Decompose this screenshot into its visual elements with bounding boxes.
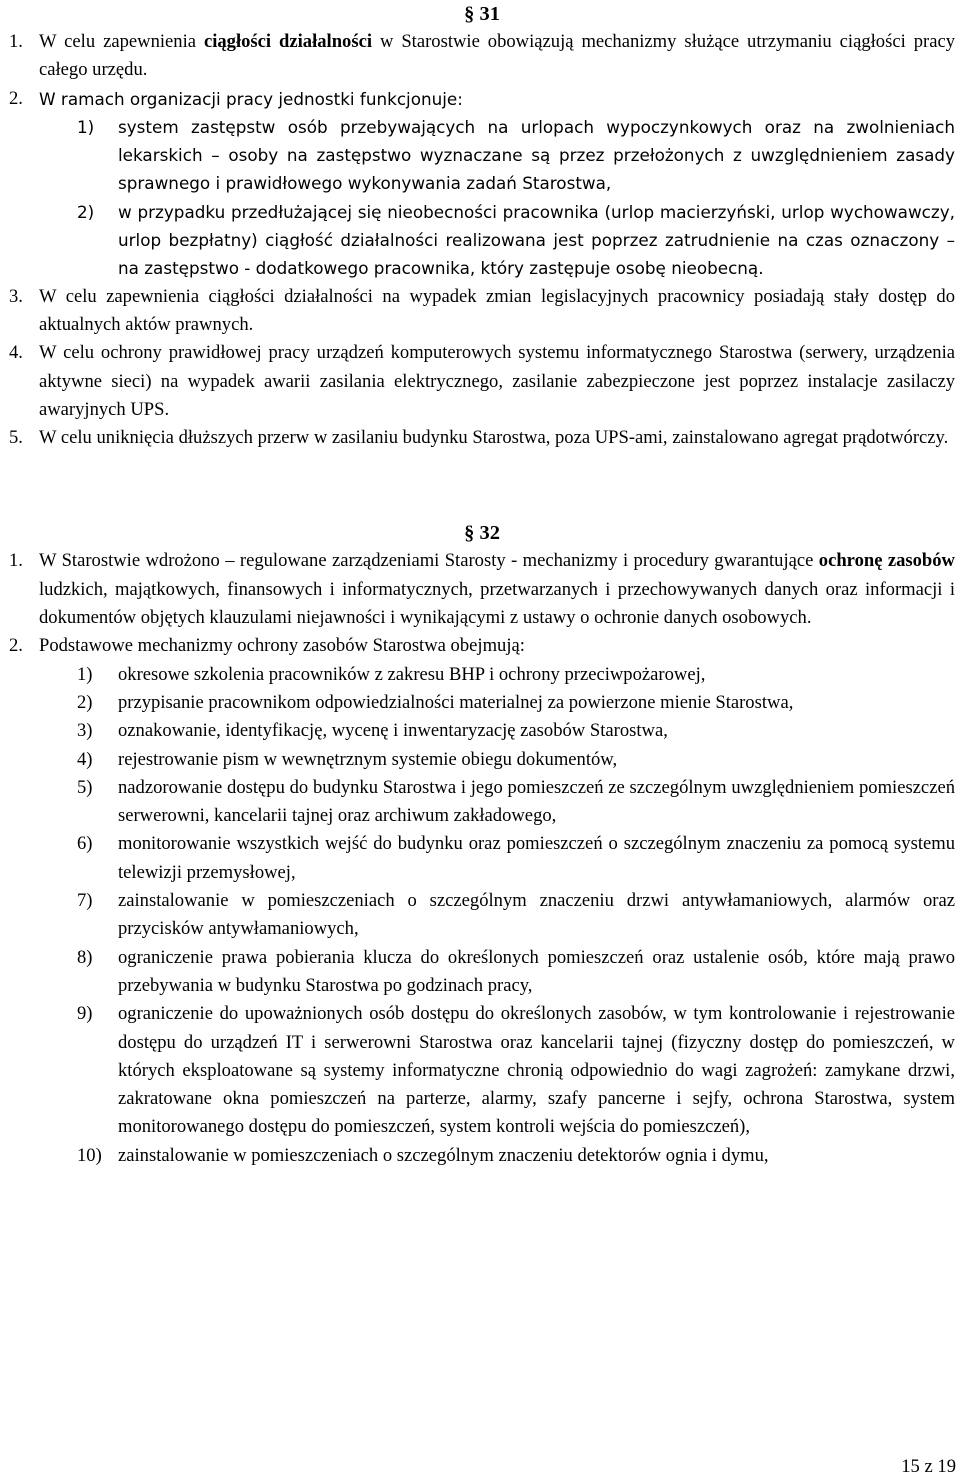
paragraph-31-3 [9, 283, 955, 340]
list-item-label: 7) [77, 890, 93, 912]
paragraph-label: 5. [9, 427, 23, 449]
list-item [77, 113, 955, 198]
section-31 [9, 0, 955, 452]
paragraph-label: 1. [9, 31, 23, 52]
list-item [77, 1000, 955, 1141]
paragraph-text: W celu zapewnienia [39, 31, 204, 52]
list-item [77, 661, 955, 689]
list-item-text: ograniczenie prawa pobierania klucza do określonych pomieszczeń oraz ustalenie osób, które mają prawo przebywania w budynku Starostwa po godzinach pracy, [118, 946, 955, 996]
paragraph-text-cont: w Starostwie obowiązują mechanizmy służące utrzymaniu ciągłości pracy całego urzędu. [39, 31, 955, 81]
bold-phrase: ochronę zasobów [818, 550, 955, 572]
paragraph-31-2 [9, 85, 955, 113]
list-item [77, 830, 955, 887]
list-item-label: 3) [77, 720, 93, 742]
paragraph-32-2 [9, 632, 955, 660]
paragraph-label: 1. [9, 550, 23, 572]
list-item-text: monitorowanie wszystkich wejść do budynku oraz pomieszczeń o szczególnym znaczeniu za pomocą systemu telewizji przemysłowej, [118, 833, 955, 883]
list-item-label: 2) [77, 201, 95, 222]
list-item-label: 6) [77, 833, 93, 855]
paragraph-text: W celu zapewnienia ciągłości działalności na wypadek zmian legislacyjnych pracownicy posiadają stały dostęp do aktualnych aktów prawnych. [39, 285, 955, 335]
list-item-text: zainstalowanie w pomieszczeniach o szczególnym znaczeniu detektorów ognia i dymu, [118, 1144, 769, 1166]
list-item-text: system zastępstw osób przebywających na urlopach wypoczynkowych oraz na zwolnieniach lekarskich – osoby na zastępstwo wyznaczane są przez przełożonych z uwzględnieniem zasady sprawnego i prawidłowego wykonywania zadań Starostwa, [118, 116, 955, 194]
list-item-label: 4) [77, 748, 93, 770]
paragraph-31-4 [9, 339, 955, 424]
list-item [77, 887, 955, 944]
list-item-text: w przypadku przedłużającej się nieobecności pracownika (urlop macierzyński, urlop wychowawczy, urlop bezpłatny) ciągłość działalności realizowana jest poprzez zatrudnienie na czas oznaczony – na zastępstwo - dodatkowego pracownika, który zastępuje osobę nieobecną. [118, 201, 955, 279]
paragraph-label: 2. [9, 635, 23, 657]
paragraph-31-1 [9, 28, 955, 85]
list-item [77, 746, 955, 774]
list-item-text: nadzorowanie dostępu do budynku Starostwa i jego pomieszczeń ze szczególnym uwzględnieniem pomieszczeń serwerowni, kancelarii tajnej oraz archiwum zakładowego, [118, 776, 955, 827]
list-item-label: 5) [77, 776, 93, 798]
list-item-label: 9) [77, 1003, 93, 1025]
list-item [77, 944, 955, 1001]
list-item [77, 717, 955, 745]
list-item-text: zainstalowanie w pomieszczeniach o szczególnym znaczeniu drzwi antywłamaniowych, alarmów oraz przycisków antywłamaniowych, [118, 890, 955, 940]
bold-phrase: ciągłości działalności [203, 31, 373, 52]
list-item-label: 2) [77, 691, 93, 713]
paragraph-text: W Starostwie wdrożono – regulowane zarządzeniami Starosty - mechanizmy i procedury gwarantujące [39, 550, 819, 572]
section-32 [9, 519, 955, 1170]
paragraph-label: 3. [9, 285, 23, 307]
list-item-label: 1) [77, 116, 95, 137]
page-number: 15 z 19 [901, 1456, 956, 1477]
list-item-label: 8) [77, 946, 93, 968]
list-item-text: oznakowanie, identyfikację, wycenę i inwentaryzację zasobów Starostwa, [118, 720, 668, 742]
list-item [77, 774, 955, 831]
paragraph-label: 2. [9, 87, 23, 109]
paragraph-text-cont: ludzkich, majątkowych, finansowych i informatycznych, przetwarzanych i przechowywanych danych oraz informacji i dokumentów objętych klauzulami niejawności i wynikającymi z ustawy o ochronie danych osobowych. [39, 578, 955, 629]
paragraph-text: W celu uniknięcia dłuższych przerw w zasilaniu budynku Starostwa, poza UPS-ami, zainstalowano agregat prądotwórczy. [39, 427, 949, 449]
list-item-label: 1) [77, 663, 93, 685]
paragraph-label: 4. [9, 342, 23, 364]
section-title-31: § 31 [464, 3, 500, 25]
sub-list-32-2 [9, 661, 955, 1170]
section-spacer [9, 452, 955, 519]
list-item-text: przypisanie pracownikom odpowiedzialności materialnej za powierzone mienie Starostwa, [118, 691, 794, 713]
list-item-label: 10) [77, 1144, 102, 1166]
list-item-text: ograniczenie do upoważnionych osób dostępu do określonych zasobów, w tym kontrolowanie i rejestrowanie dostępu do urządzeń IT i serwerowni Starostwa oraz kancelarii tajnej (fizyczny dostęp do pomieszczeń, w których eksploatowane są systemy informatyczne chronią odpowiednio do wagi zagrożeń: zamykane drzwi, zakratowane okna pomieszczeń na parterze, alarmy, szafy pancerne i sejfy, ochrona Starostwa, system monitorowanego dostępu do pomieszczeń, system kontroli wejścia do pomieszczeń), [118, 1003, 955, 1138]
list-item [77, 198, 955, 283]
list-item [77, 689, 955, 717]
sub-list-31-2 [9, 113, 955, 283]
list-item-text: rejestrowanie pism w wewnętrznym systemie obiegu dokumentów, [118, 748, 618, 770]
paragraph-text: W celu ochrony prawidłowej pracy urządzeń komputerowych systemu informatycznego Starostwa (serwery, urządzenia aktywne sieci) na wypadek awarii zasilania elektrycznego, zasilanie zabezpieczone jest poprzez instalacje zasilaczy awaryjnych UPS. [39, 342, 955, 420]
list-item [77, 1142, 955, 1170]
paragraph-text: W ramach organizacji pracy jednostki funkcjonuje: [39, 88, 463, 109]
paragraph-31-5 [9, 424, 955, 452]
document-page [9, 0, 955, 1170]
paragraph-32-1 [9, 547, 955, 632]
section-title-32: § 32 [464, 522, 500, 545]
paragraph-text: Podstawowe mechanizmy ochrony zasobów Starostwa obejmują: [39, 635, 525, 657]
list-item-text: okresowe szkolenia pracowników z zakresu BHP i ochrony przeciwpożarowej, [118, 663, 706, 685]
